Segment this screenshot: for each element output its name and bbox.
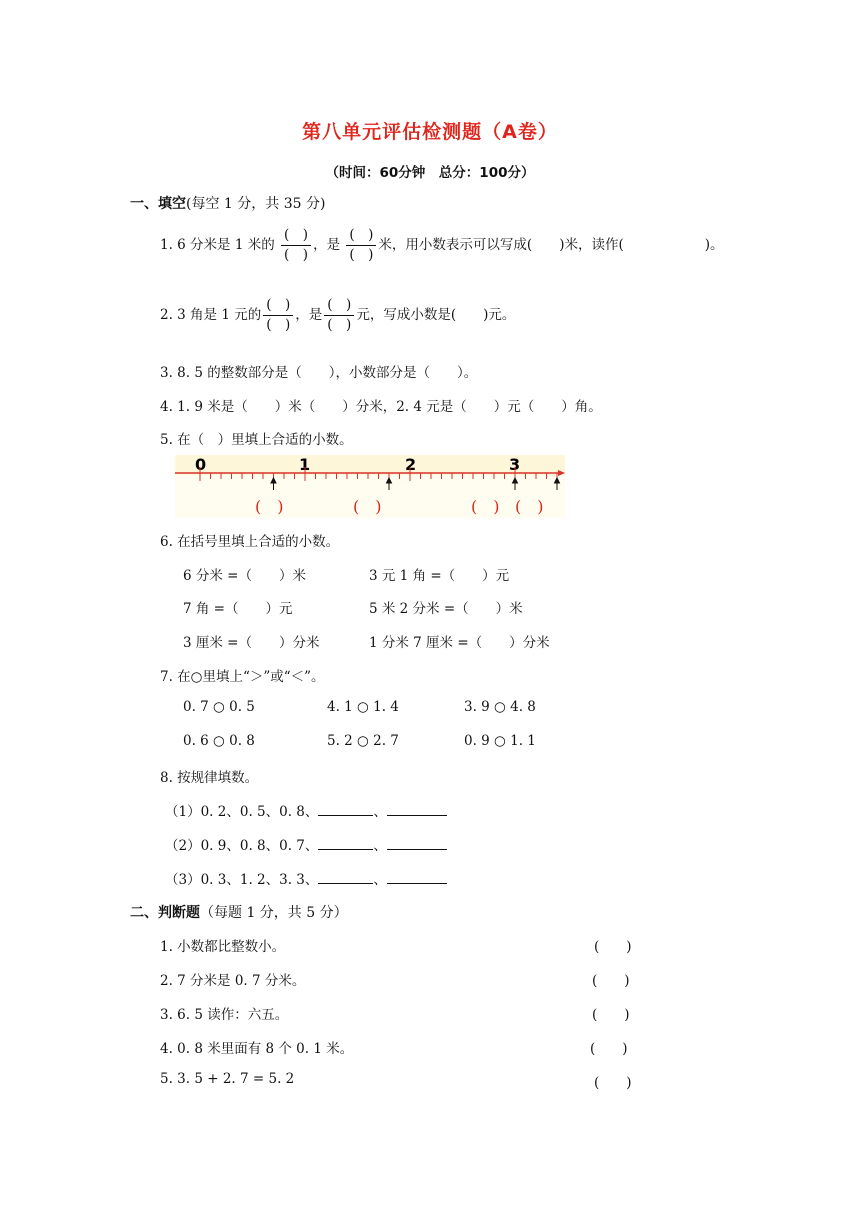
q6-item-4: 5 米 2 分米 =（ ）米 xyxy=(369,601,523,617)
judge-item-3: 3. 6. 5 读作：六五。 xyxy=(160,1007,289,1023)
section2-title: 二、判断题 xyxy=(130,905,200,921)
judge-item-1: 1. 小数都比整数小。 xyxy=(160,939,286,955)
ruler-label-2: 2 xyxy=(405,455,417,474)
ruler-arrow-3 xyxy=(513,478,518,490)
q1-text-c: 米，用小数表示可以写成( )米，读作( )。 xyxy=(378,237,724,253)
question-4: 4. 1. 9 米是（ ）米（ ）分米，2. 4 元是（ ）元（ ）角。 xyxy=(160,399,602,415)
question-1 xyxy=(160,226,724,265)
judge-paren-3: ( ) xyxy=(592,1007,630,1023)
q8-item-2: （2）0. 9、0. 8、0. 7、 、 xyxy=(165,834,447,854)
q1-text-b: ，是 xyxy=(313,237,341,253)
question-6: 6. 在括号里填上合适的小数。 xyxy=(160,534,340,550)
q6-item-6: 1 分米 7 厘米 =（ ）分米 xyxy=(369,635,550,651)
q2-text-a: 2. 3 角是 1 元的 xyxy=(160,307,262,323)
section1-title: 一、填空 xyxy=(130,196,186,212)
judge-paren-5: ( ) xyxy=(594,1075,632,1091)
judge-item-5: 5. 3. 5 + 2. 7 = 5. 2 xyxy=(160,1071,295,1087)
q7-item-3: 3. 9 ○ 4. 8 xyxy=(464,699,536,715)
q1-text-a: 1. 6 分米是 1 米的 xyxy=(160,237,275,253)
ruler-label-1: 1 xyxy=(299,455,311,474)
q2-text-b: ，是 xyxy=(295,307,323,323)
q2-fraction-1: $\frac{( )}{( )}$ xyxy=(263,296,293,335)
section2-note: （每题 1 分，共 5 分） xyxy=(200,905,348,921)
q7-item-5: 5. 2 ○ 2. 7 xyxy=(327,733,399,749)
ruler-blank-4: ( ) xyxy=(515,497,544,516)
question-3: 3. 8. 5 的整数部分是（ ），小数部分是（ ）。 xyxy=(160,365,478,381)
section1-note: (每空 1 分，共 35 分) xyxy=(186,196,326,212)
ruler-blank-3: ( ) xyxy=(471,497,500,516)
ruler-arrow-4 xyxy=(555,478,560,490)
judge-paren-4: ( ) xyxy=(590,1041,628,1057)
q2-text-c: 元，写成小数是( )元。 xyxy=(356,307,516,323)
question-8: 8. 按规律填数。 xyxy=(160,770,259,786)
page-subtitle: （时间：60分钟 总分：100分） xyxy=(325,165,535,181)
ruler-blank-2: ( ) xyxy=(353,497,382,516)
q7-item-1: 0. 7 ○ 0. 5 xyxy=(183,699,255,715)
ruler-arrow-1 xyxy=(271,478,276,490)
q8-item-1: （1）0. 2、0. 5、0. 8、 、 xyxy=(165,800,447,820)
number-line xyxy=(175,455,565,518)
q1-fraction-2: $\frac{( )}{( )}$ xyxy=(346,226,376,265)
judge-item-2: 2. 7 分米是 0. 7 分米。 xyxy=(160,973,306,989)
q8-item-3: （3）0. 3、1. 2、3. 3、 、 xyxy=(165,868,447,888)
q6-item-5: 3 厘米 =（ ）分米 xyxy=(183,635,320,651)
q2-fraction-2: $\frac{( )}{( )}$ xyxy=(324,296,354,335)
ruler-label-3: 3 xyxy=(509,455,521,474)
q7-item-6: 0. 9 ○ 1. 1 xyxy=(464,733,536,749)
question-5: 5. 在（ ）里填上合适的小数。 xyxy=(160,432,353,448)
q6-item-2: 3 元 1 角 =（ ）元 xyxy=(369,568,510,584)
ruler-blank-1: ( ) xyxy=(255,497,284,516)
q6-item-3: 7 角 =（ ）元 xyxy=(183,601,293,617)
section1-heading xyxy=(130,193,325,213)
q7-item-2: 4. 1 ○ 1. 4 xyxy=(327,699,399,715)
ruler-arrow-2 xyxy=(387,478,392,490)
ruler-label-0: 0 xyxy=(195,455,207,474)
q7-item-4: 0. 6 ○ 0. 8 xyxy=(183,733,255,749)
question-7: 7. 在○里填上“＞”或“＜”。 xyxy=(160,669,325,685)
question-2 xyxy=(160,296,515,335)
q6-item-1: 6 分米 =（ ）米 xyxy=(183,568,306,584)
q1-fraction-1: $\frac{( )}{( )}$ xyxy=(281,226,311,265)
judge-item-4: 4. 0. 8 米里面有 8 个 0. 1 米。 xyxy=(160,1041,354,1057)
page-title: 第八单元评估检测题（A卷） xyxy=(302,121,558,143)
judge-paren-2: ( ) xyxy=(592,973,630,989)
judge-paren-1: ( ) xyxy=(594,939,632,955)
section2-heading xyxy=(130,902,348,922)
